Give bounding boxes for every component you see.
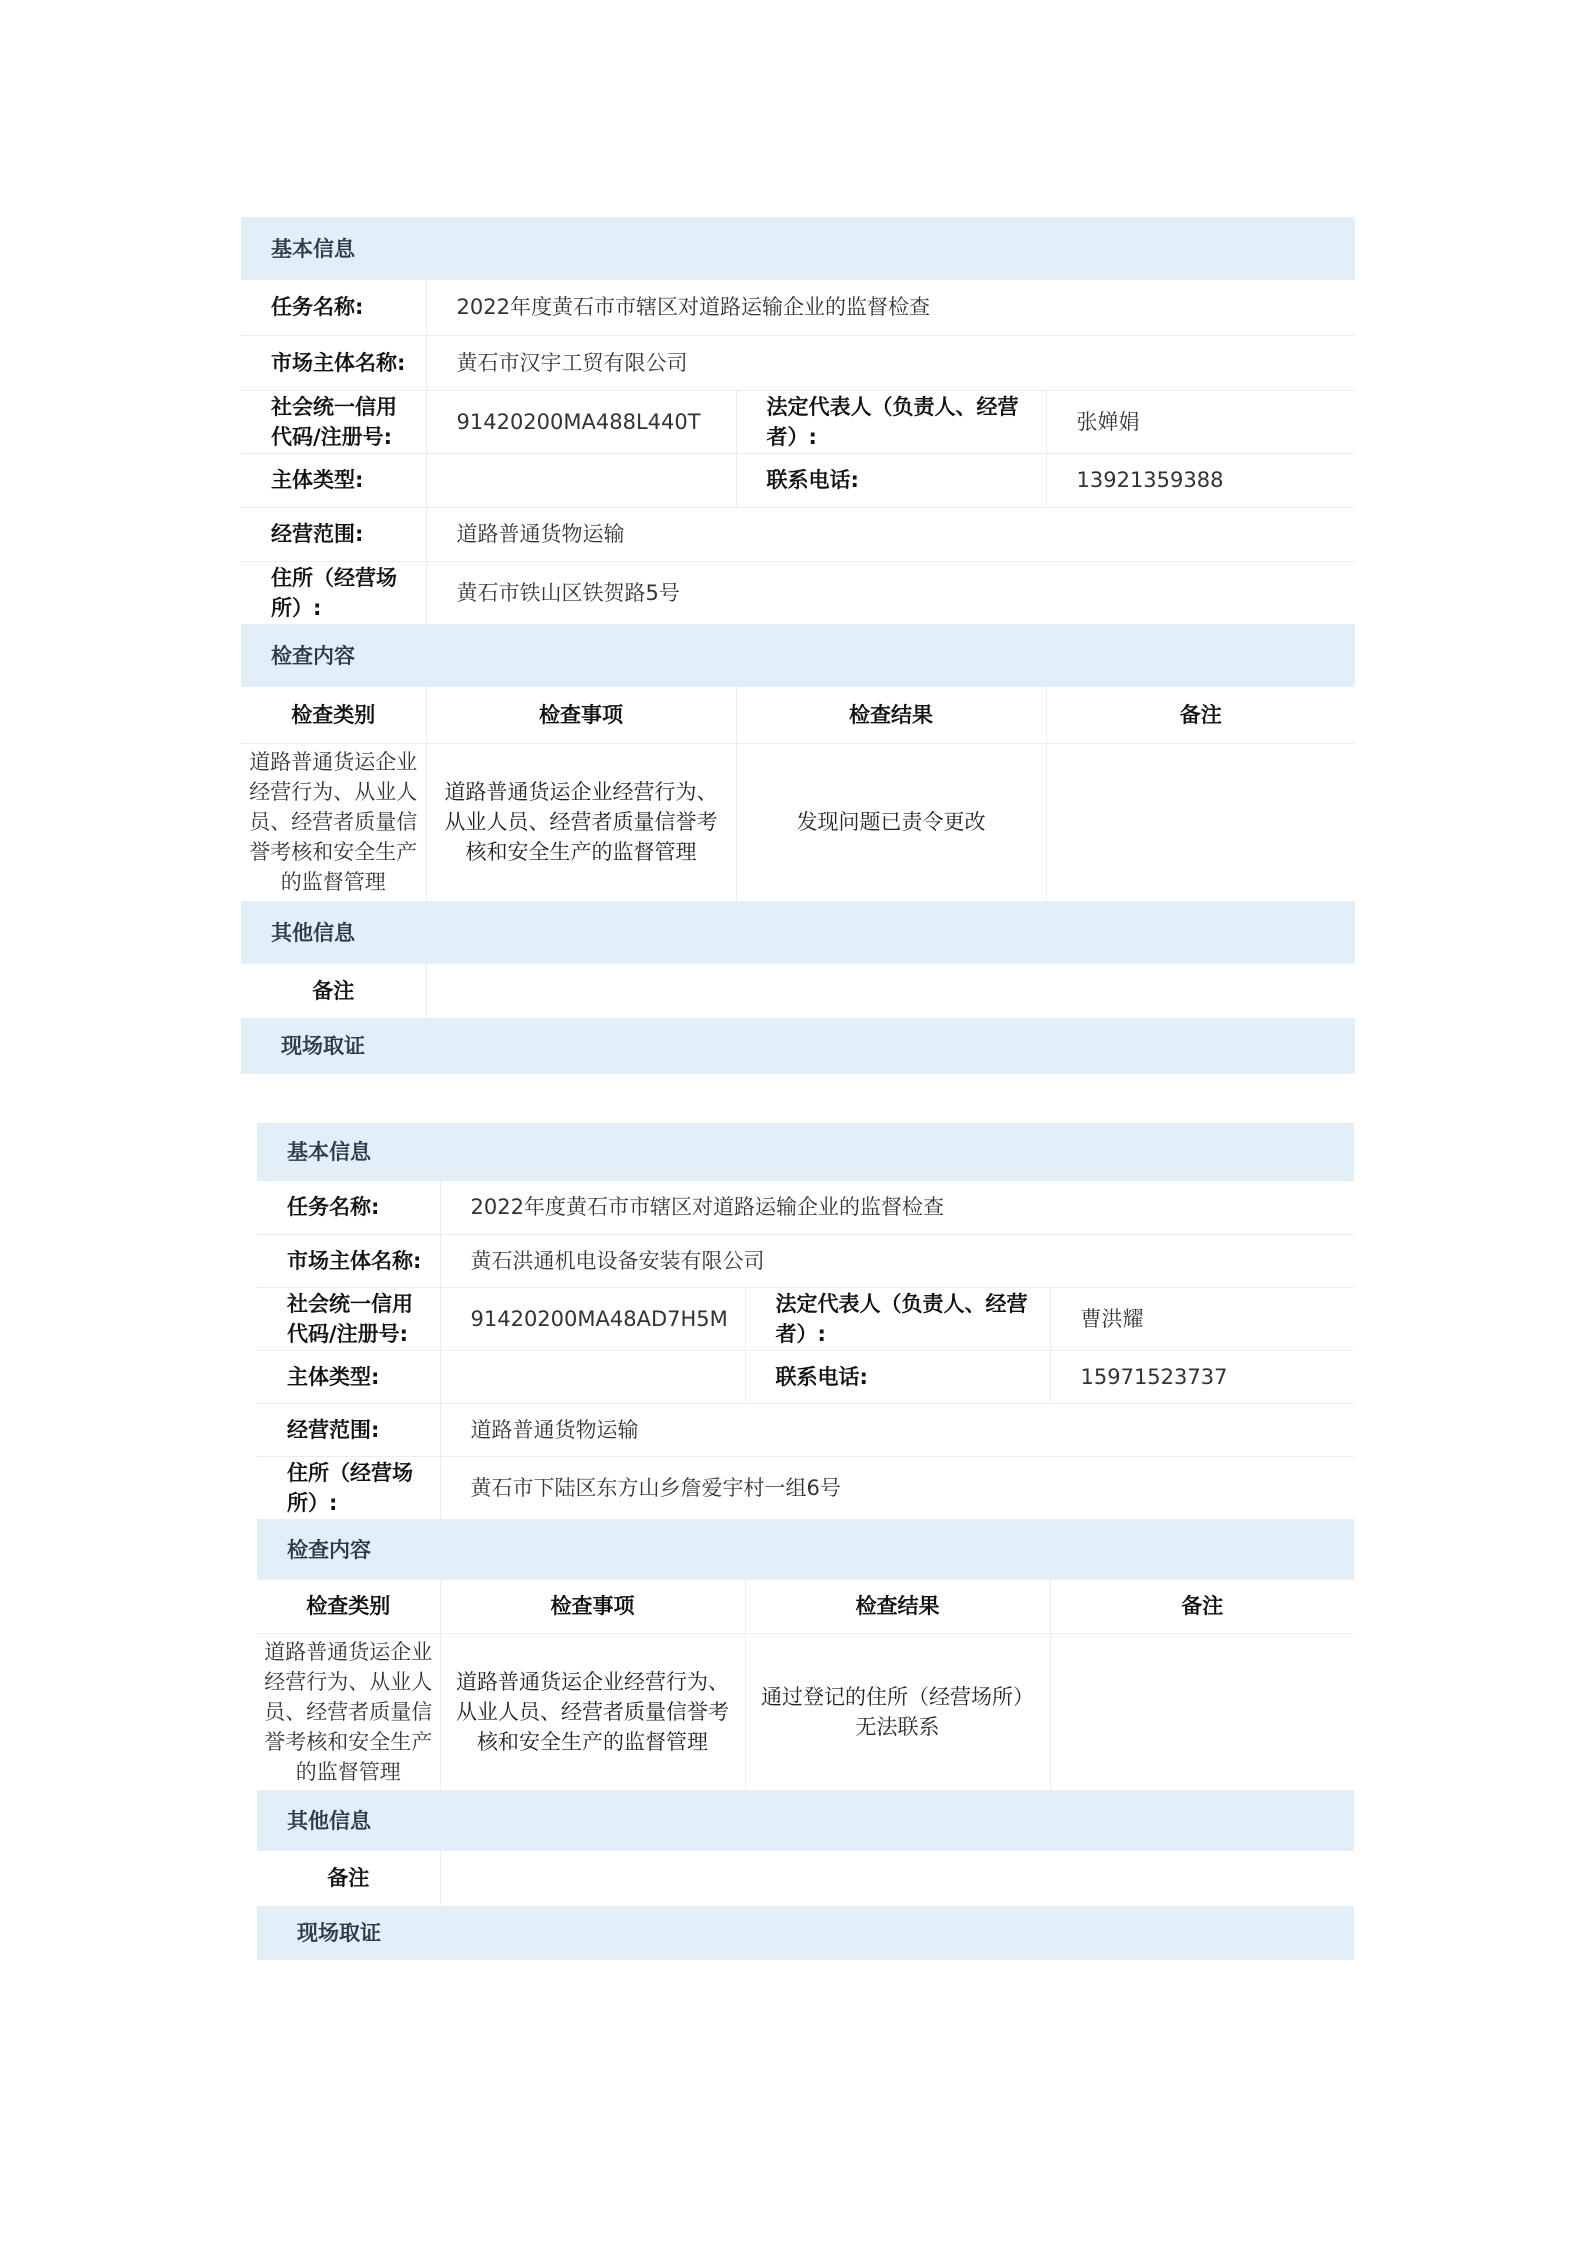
task-name-label: 任务名称: [241,280,426,335]
evidence-header: 现场取证 [241,1018,1355,1074]
entity-type-value [440,1350,745,1403]
col-item-header: 检查事项 [426,687,736,743]
entity-type-label: 主体类型: [257,1350,440,1403]
inspection-item: 道路普通货运企业经营行为、从业人员、经营者质量信誉考核和安全生产的监督管理 [440,1633,745,1790]
inspection-result: 通过登记的住所（经营场所）无法联系 [745,1633,1050,1790]
inspection-item: 道路普通货运企业经营行为、从业人员、经营者质量信誉考核和安全生产的监督管理 [426,743,736,901]
inspection-result: 发现问题已责令更改 [736,743,1046,901]
phone-value: 13921359388 [1046,453,1355,507]
credit-code-label: 社会统一信用代码/注册号: [241,390,426,453]
inspection-category: 道路普通货运企业经营行为、从业人员、经营者质量信誉考核和安全生产的监督管理 [241,743,426,901]
credit-code-value: 91420200MA48AD7H5M [440,1287,745,1350]
inspection-record-2 [257,1123,1354,1960]
note-value [440,1851,1354,1906]
basic-info-header: 基本信息 [241,217,1355,280]
col-result-header: 检查结果 [745,1580,1050,1633]
entity-type-label: 主体类型: [241,453,426,507]
legal-rep-value: 张婵娟 [1046,390,1355,453]
entity-name-label: 市场主体名称: [257,1234,440,1287]
inspection-remark [1050,1633,1354,1790]
business-scope-value: 道路普通货物运输 [426,507,1355,561]
credit-code-label: 社会统一信用代码/注册号: [257,1287,440,1350]
inspection-category: 道路普通货运企业经营行为、从业人员、经营者质量信誉考核和安全生产的监督管理 [257,1633,440,1790]
entity-name-value: 黄石市汉宇工贸有限公司 [426,335,1355,390]
note-label: 备注 [241,964,426,1018]
inspection-record-1 [241,217,1355,1074]
col-result-header: 检查结果 [736,687,1046,743]
task-name-value: 2022年度黄石市市辖区对道路运输企业的监督检查 [440,1181,1354,1234]
col-remark-header: 备注 [1046,687,1355,743]
address-value: 黄石市下陆区东方山乡詹爱宇村一组6号 [440,1456,1354,1519]
inspection-content-header: 检查内容 [257,1519,1354,1580]
col-remark-header: 备注 [1050,1580,1354,1633]
other-info-header: 其他信息 [257,1790,1354,1851]
address-label: 住所（经营场所）: [241,561,426,624]
evidence-header: 现场取证 [257,1906,1354,1960]
task-name-value: 2022年度黄石市市辖区对道路运输企业的监督检查 [426,280,1355,335]
phone-label: 联系电话: [736,453,1046,507]
legal-rep-label: 法定代表人（负责人、经营者）: [736,390,1046,453]
credit-code-value: 91420200MA488L440T [426,390,736,453]
legal-rep-label: 法定代表人（负责人、经营者）: [745,1287,1050,1350]
note-value [426,964,1355,1018]
task-name-label: 任务名称: [257,1181,440,1234]
other-info-header: 其他信息 [241,901,1355,964]
phone-label: 联系电话: [745,1350,1050,1403]
business-scope-value: 道路普通货物运输 [440,1403,1354,1456]
phone-value: 15971523737 [1050,1350,1354,1403]
entity-name-value: 黄石洪通机电设备安装有限公司 [440,1234,1354,1287]
col-item-header: 检查事项 [440,1580,745,1633]
inspection-remark [1046,743,1355,901]
inspection-content-header: 检查内容 [241,624,1355,687]
note-label: 备注 [257,1851,440,1906]
business-scope-label: 经营范围: [257,1403,440,1456]
basic-info-header: 基本信息 [257,1123,1354,1181]
entity-name-label: 市场主体名称: [241,335,426,390]
legal-rep-value: 曹洪耀 [1050,1287,1354,1350]
address-value: 黄石市铁山区铁贺路5号 [426,561,1355,624]
col-category-header: 检查类别 [257,1580,440,1633]
col-category-header: 检查类别 [241,687,426,743]
entity-type-value [426,453,736,507]
address-label: 住所（经营场所）: [257,1456,440,1519]
business-scope-label: 经营范围: [241,507,426,561]
